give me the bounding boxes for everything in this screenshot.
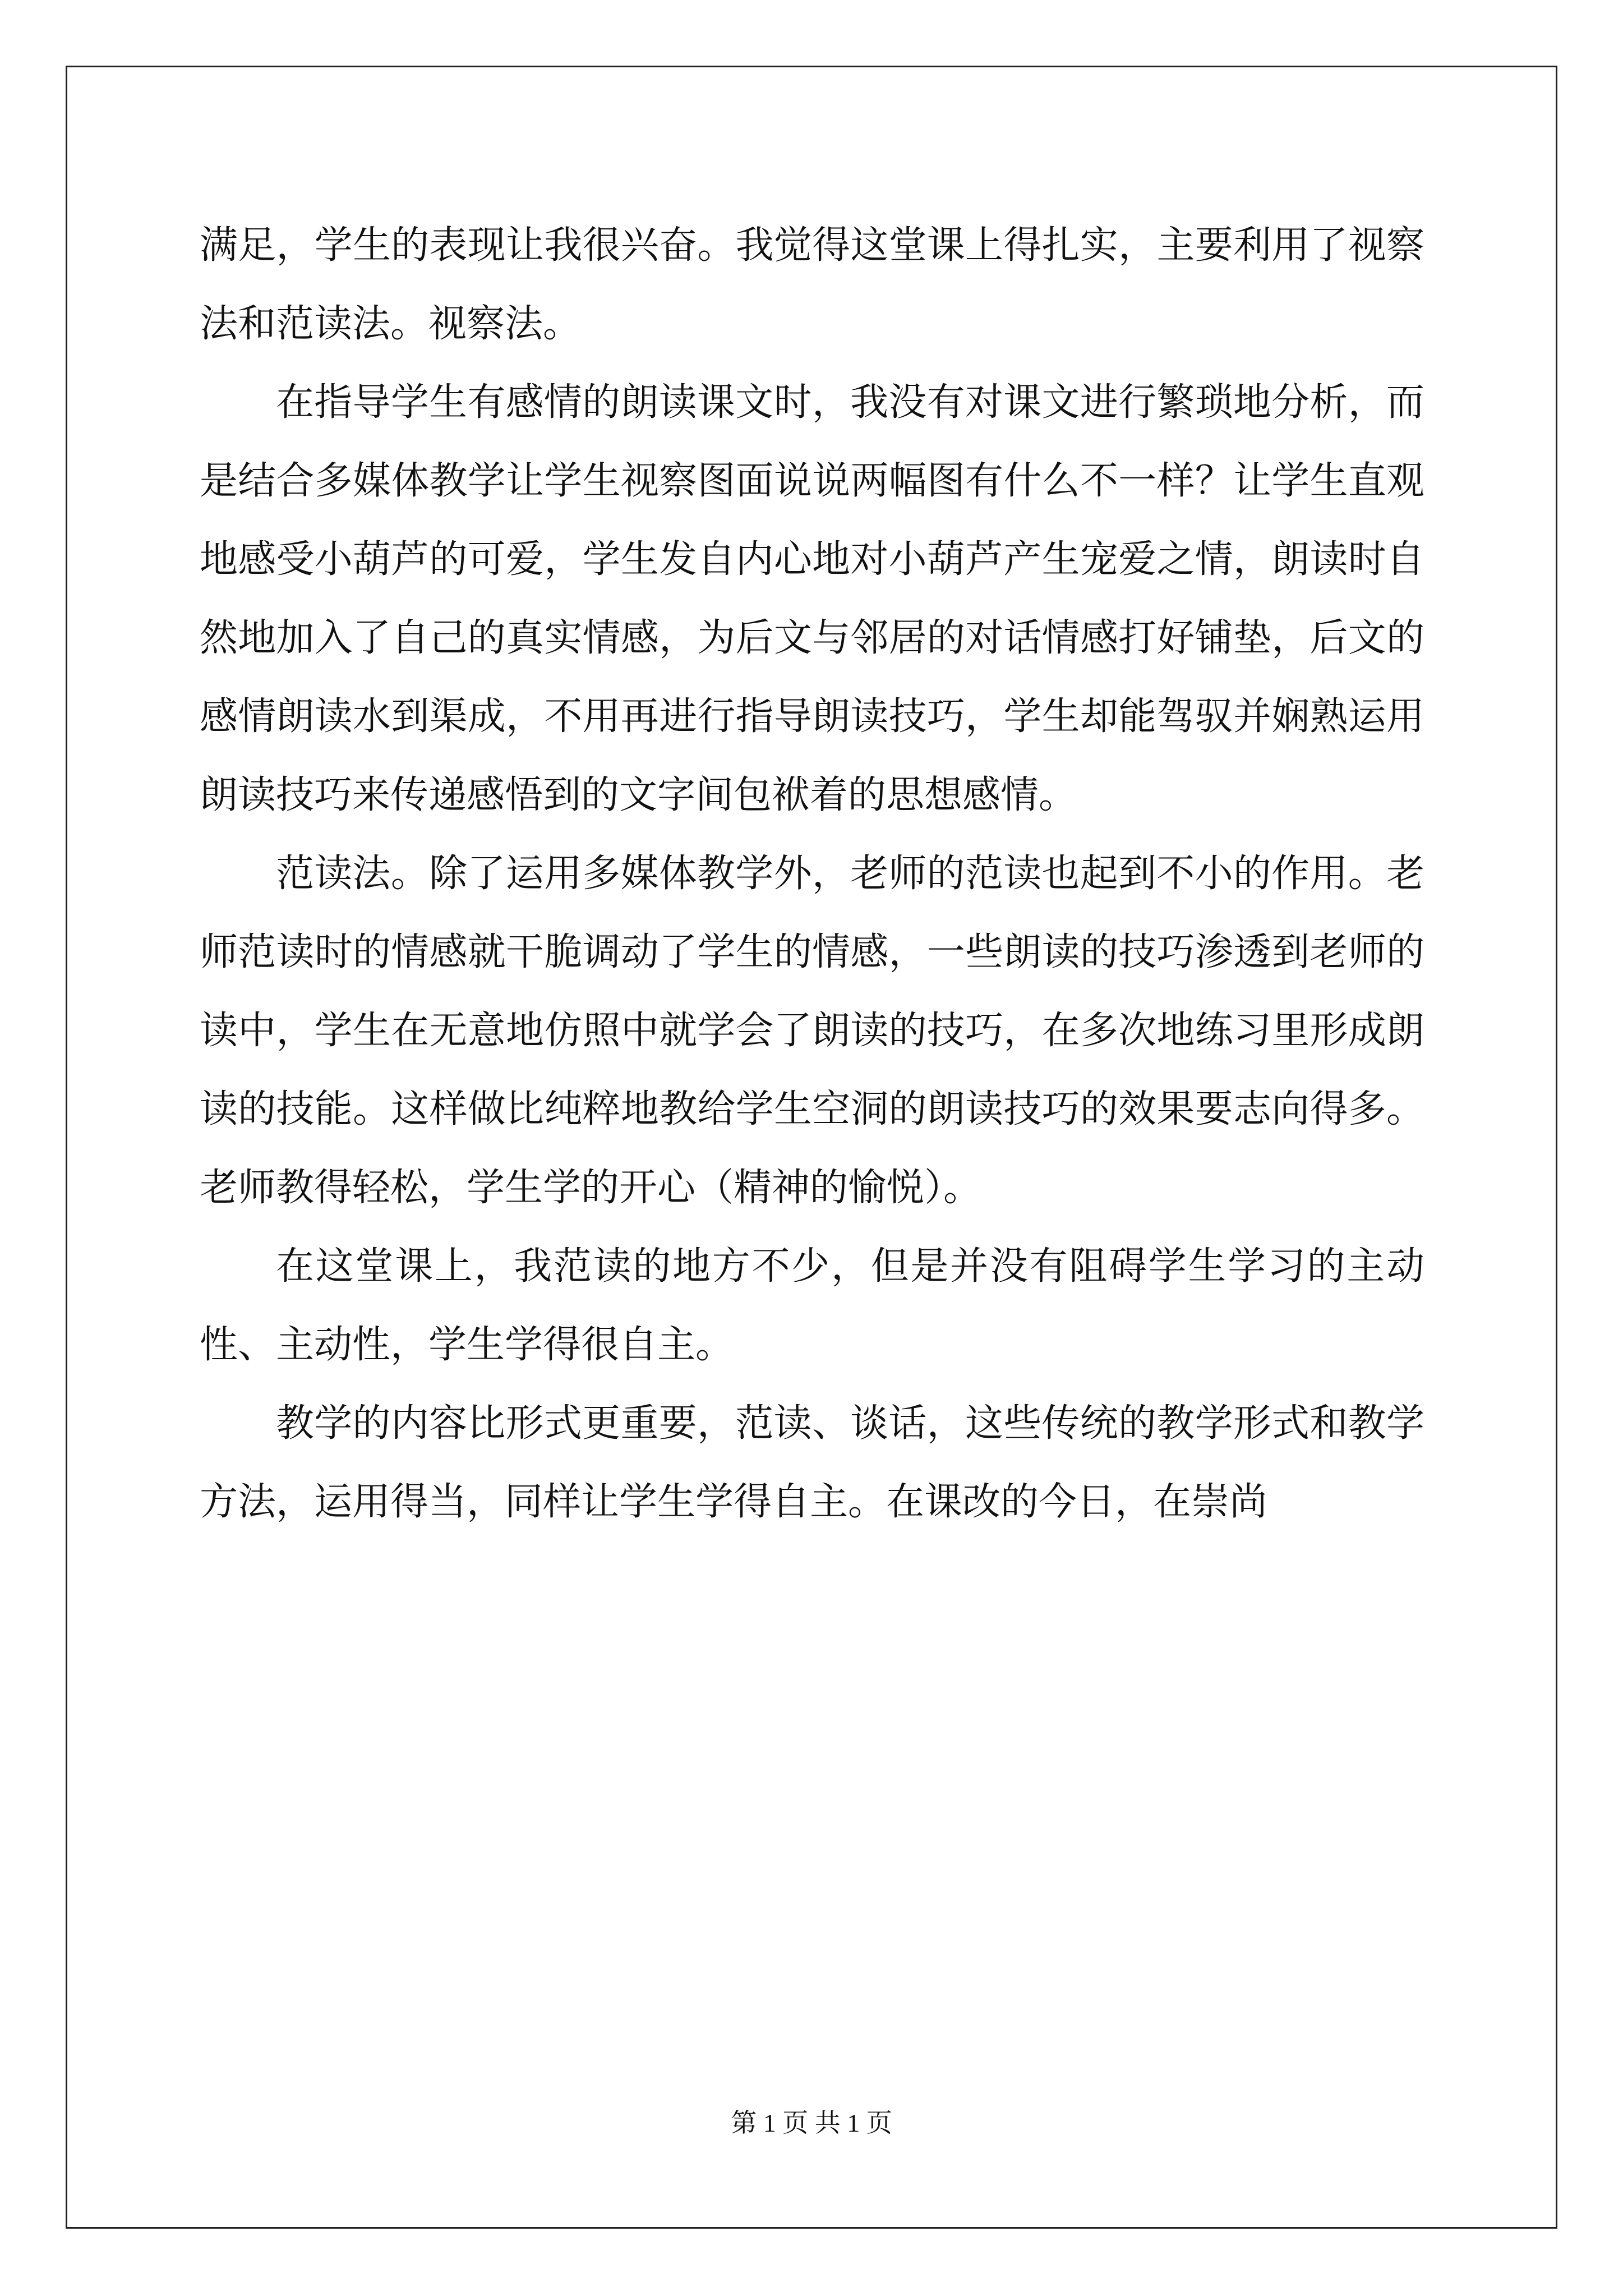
paragraph-4: 在这堂课上，我范读的地方不少，但是并没有阻碍学生学习的主动性、主动性，学生学得很自主。 — [200, 1244, 1424, 1367]
paragraph-3: 范读法。除了运用多媒体教学外，老师的范读也起到不小的作用。老师范读时的情感就干脆调动了学生的情感，一些朗读的技巧渗透到老师的读中，学生在无意地仿照中就学会了朗读的技巧，在多次地练习里形成朗读的技能。这样做比纯粹地教给学生空洞的朗读技巧的效果要志向得多。老师教得轻松，学生学的开心（精神的愉悦）。 — [200, 852, 1424, 1210]
paragraph-1: 满足，学生的表现让我很兴奋。我觉得这堂课上得扎实，主要利用了视察法和范读法。视察法。 — [200, 223, 1424, 346]
document-body — [200, 206, 1424, 1542]
page-number-footer: 第 1 页 共 1 页 — [731, 2109, 892, 2137]
paragraph-2: 在指导学生有感情的朗读课文时，我没有对课文进行繁琐地分析，而是结合多媒体教学让学生视察图面说说两幅图有什么不一样？让学生直观地感受小葫芦的可爱，学生发自内心地对小葫芦产生宠爱之情，朗读时自然地加入了自己的真实情感，为后文与邻居的对话情感打好铺垫，后文的感情朗读水到渠成，不用再进行指导朗读技巧，学生却能驾驭并娴熟运用朗读技巧来传递感悟到的文字间包袱着的思想感情。 — [200, 380, 1424, 817]
paragraph-5: 教学的内容比形式更重要，范读、谈话，这些传统的教学形式和教学方法，运用得当，同样让学生学得自主。在课改的今日，在崇尚 — [200, 1401, 1424, 1524]
